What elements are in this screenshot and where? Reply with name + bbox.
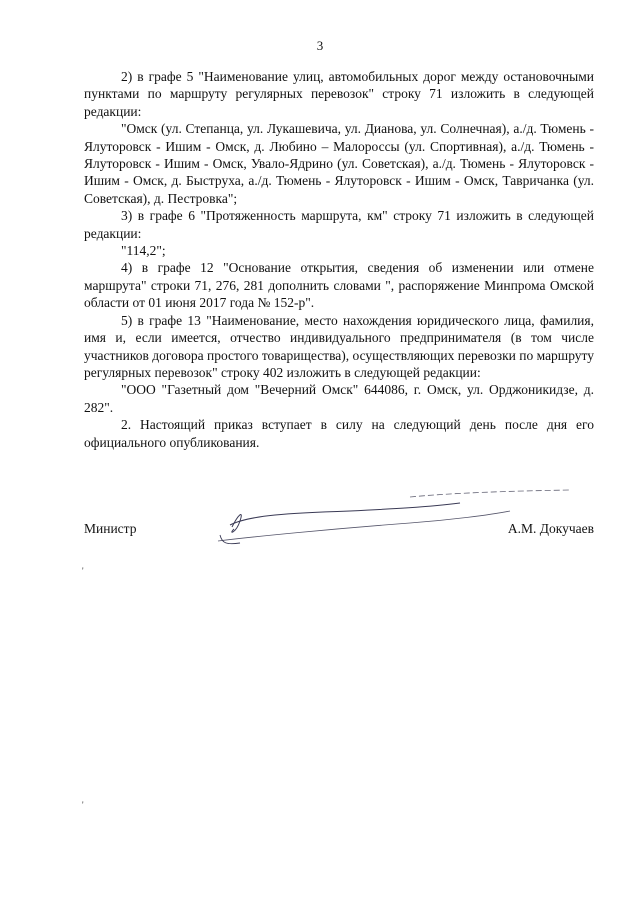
paragraph-item-5: 5) в графе 13 "Наименование, место нахождения юридического лица, фамилия, имя и, если имеется, отчество индивидуального предпринимателя (в том числе участников договора простого товарищества), осуществляющих перевозки по маршруту регулярных перевозок" строку 402 изложить в следующей редакции: <box>84 312 594 380</box>
paragraph-item-2: 2) в графе 5 "Наименование улиц, автомобильных дорог между остановочными пунктами по маршруту регулярных перевозок" строку 71 изложить в следующей редакции: <box>84 69 594 119</box>
paragraph-item-4: 4) в графе 12 "Основание открытия, сведения об изменении или отмене маршрута" строки 71, 276, 281 дополнить словами ", распоряжение Минпрома Омской области от 01 июня 2017 года № 152-р". <box>84 260 594 311</box>
page-number: 3 <box>316 38 324 53</box>
paragraph-item-3: 3) в графе 6 "Протяженность маршрута, км" строку 71 изложить в следующей редакции: <box>84 208 594 241</box>
signer-name: А.М. Докучаев <box>507 521 594 536</box>
paragraph-carrier: "ООО "Газетный дом "Вечерний Омск" 644086, г. Омск, ул. Орджоникидзе, д. 282". <box>84 382 594 415</box>
margin-mark: ' <box>82 566 84 576</box>
document-body <box>84 68 594 451</box>
margin-mark: ' <box>82 800 84 810</box>
paragraph-route-length: "114,2"; <box>121 243 166 259</box>
paragraph-route-streets: "Омск (ул. Степанца, ул. Лукашевича, ул. Дианова, ул. Солнечная), а./д. Тюмень - Ялуторовск - Ишим - Омск, д. Любино – Малороссы (ул. Спортивная), а./д. Тюмень - Ялуторовск - Ишим - Омск, Увало-Ядрино (ул. Советская), а./д. Тюмень - Ялуторовск - Ишим - Омск, д. Быструха, а./д. Тюмень - Ялуторовск - Ишим - Омск, Тавричанка (ул. Советская), д. Пестровка"; <box>84 121 594 206</box>
signer-title: Министр <box>84 521 137 536</box>
paragraph-effective-date: 2. Настоящий приказ вступает в силу на следующий день после дня его официального опубликования. <box>84 417 594 450</box>
